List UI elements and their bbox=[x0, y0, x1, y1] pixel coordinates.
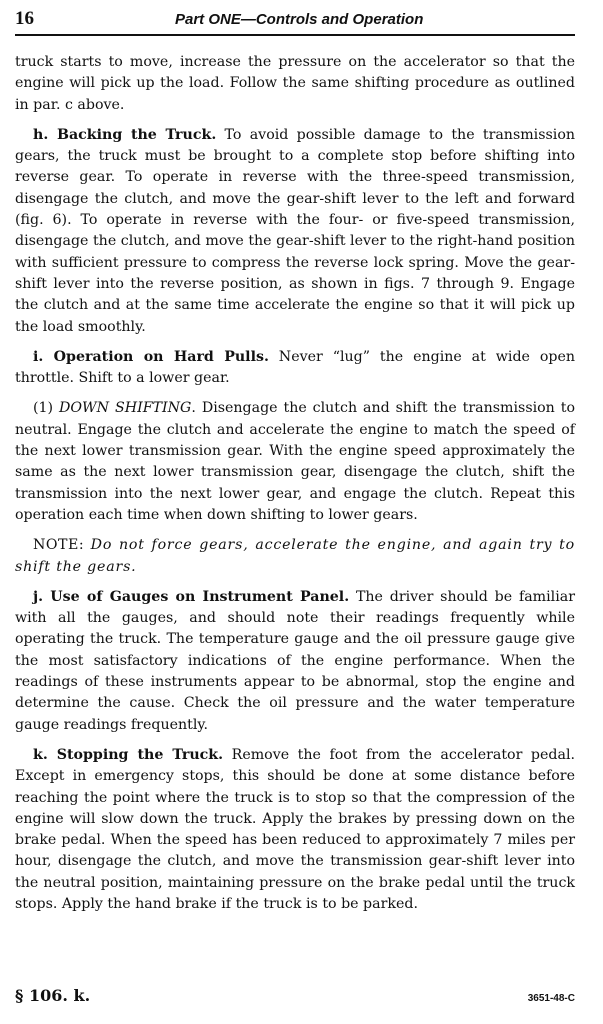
paragraph-stopping-the-truck bbox=[15, 745, 575, 915]
page-footer bbox=[15, 986, 575, 1005]
paragraph-hard-pulls-text: Never “lug” the engine at wide open throttle. Shift to a lower gear. bbox=[15, 348, 575, 387]
paragraph-down-shifting-text: . Disengage the clutch and shift the transmission to neutral. Engage the clutch and accelerate the engine to match the speed of the next lower transmission gear. With the engine speed approximately the same as the next lower transmission gear, disengage the clutch, shift the transmission into the next lower gear, and engage the clutch. Repeat this operation each time when down shifting to lower gears. bbox=[15, 400, 575, 523]
note-paragraph bbox=[15, 535, 575, 578]
section-reference: § 106. k. bbox=[15, 986, 91, 1005]
paragraph-backing-the-truck-text: To avoid possible damage to the transmission gears, the truck must be brought to a complete stop before shifting into reverse gear. To operate in reverse with the three-speed transmission, disengage the clutch, and move the gear-shift lever to the left and forward (fig. 6). To operate in reverse with the four- or five-speed transmission, disengage the clutch, and move the gear-shift lever to the right-hand position with sufficient pressure to compress the reverse lock spring. Move the gear-shift lever into the reverse position, as shown in figs. 7 through 9. Engage the clutch and at the same time accelerate the engine so that it will pick up the load smoothly. bbox=[15, 126, 575, 335]
paragraph-hard-pulls bbox=[15, 347, 575, 390]
paragraph-continued-text: truck starts to move, increase the pressure on the accelerator so that the engine will pick up the load. Follow the same shifting procedure as outlined in par. c above. bbox=[15, 54, 575, 113]
paragraph-backing-the-truck bbox=[15, 125, 575, 338]
heading-gauges: j. Use of Gauges on Instrument Panel. bbox=[33, 588, 350, 605]
heading-stopping-the-truck: k. Stopping the Truck. bbox=[33, 746, 224, 763]
note-text: Do not force gears, accelerate the engine, and again try to shift the gears. bbox=[15, 537, 576, 575]
page-number: 16 bbox=[15, 8, 34, 29]
paragraph-continued bbox=[15, 52, 575, 116]
paragraph-gauges-text: The driver should be familiar with all the gauges, and should note their readings frequently while operating the truck. The temperature gauge and the oil pressure gauge give the most satisfactory indications of the engine performance. When the readings of these instruments appear to be abnormal, stop the engine and determine the cause. Check the oil pressure and the water temperature gauge readings frequently. bbox=[15, 588, 575, 733]
paragraph-gauges bbox=[15, 587, 575, 736]
document-code: 3651-48-C bbox=[527, 993, 575, 1004]
running-head: Part ONE—Controls and Operation bbox=[175, 11, 424, 28]
paragraph-stopping-the-truck-text: Remove the foot from the accelerator pedal. Except in emergency stops, this should be done at some distance before reaching the point where the truck is to stop so that the compression of the engine will slow down the truck. Apply the brakes by pressing down on the brake pedal. When the speed has been reduced to approximately 7 miles per hour, disengage the clutch, and move the transmission gear-shift lever into the neutral position, maintaining pressure on the brake pedal until the truck stops. Apply the hand brake if the truck is to be parked. bbox=[15, 746, 575, 912]
subitem-number: (1) bbox=[33, 400, 60, 417]
note-label: NOTE: bbox=[33, 537, 91, 554]
paragraph-down-shifting bbox=[15, 398, 575, 526]
heading-hard-pulls: i. Operation on Hard Pulls. bbox=[33, 348, 269, 365]
page-header bbox=[15, 8, 575, 36]
heading-down-shifting: DOWN SHIFTING bbox=[59, 400, 192, 417]
heading-backing-the-truck: h. Backing the Truck. bbox=[33, 126, 217, 143]
